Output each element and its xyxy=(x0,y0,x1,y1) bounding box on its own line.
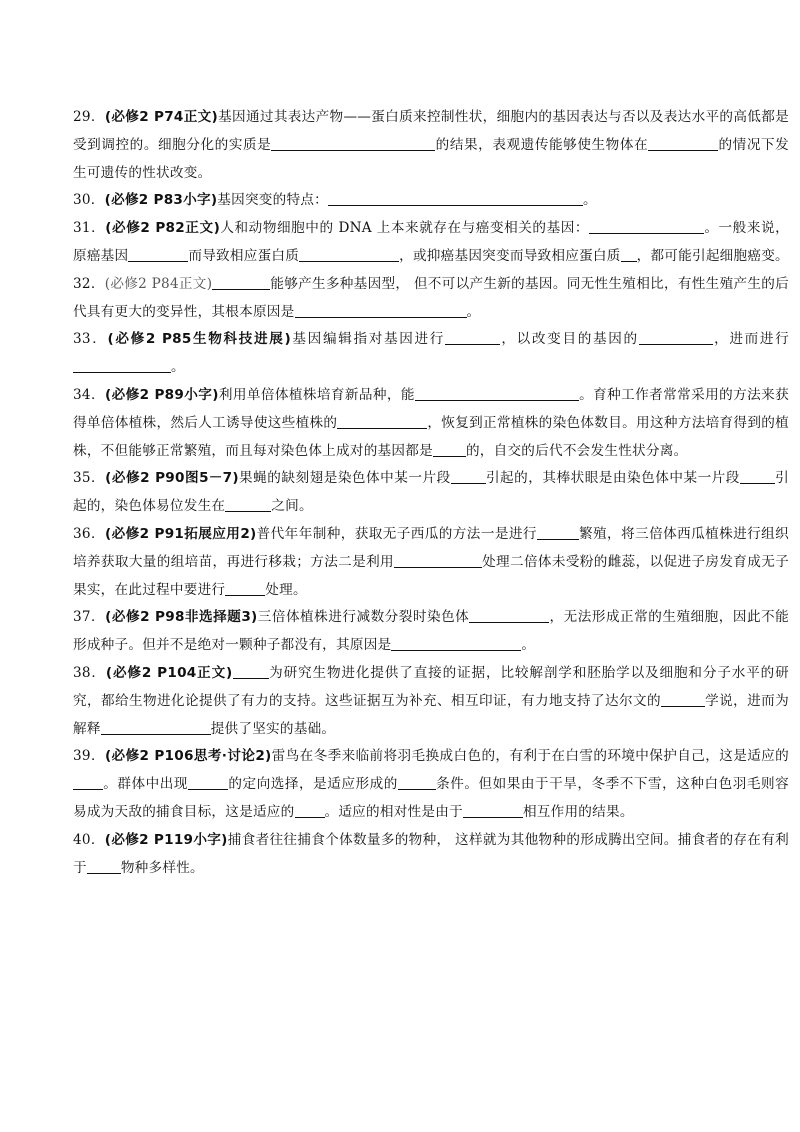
answer-blank[interactable] xyxy=(589,219,704,234)
question-number: 31． xyxy=(73,220,106,237)
textbook-reference: (必修2 P91拓展应用2) xyxy=(104,525,257,542)
question-text: 果蝇的缺刻翅是染色体中某一片段 xyxy=(238,470,451,487)
question-text: 基因突变的特点： xyxy=(217,192,329,209)
question-text: 雷鸟在冬季来临前将羽毛换成白色的，有利于在白雪的环境中保护自己，这是适应的 xyxy=(271,748,790,765)
question-text: 条件。但如果由于干旱，冬季不下雪，这种白色羽毛则容易成为天敌的捕食目标，这是适应的 xyxy=(73,776,790,820)
question-text: 的，自交的后代不会发生性状分离。 xyxy=(465,442,688,459)
textbook-reference: (必修2 P83小字) xyxy=(104,192,218,209)
textbook-reference: (必修2 P85生物科技进展) xyxy=(107,331,292,348)
question-text: 引起的，染色体易位发生在 xyxy=(73,470,789,515)
question-38 xyxy=(73,660,789,743)
textbook-reference: (必修2 P106思考·讨论2) xyxy=(104,748,272,765)
question-text: 处理。 xyxy=(265,581,307,598)
question-text: 的定向选择，是适应形成的 xyxy=(228,776,398,793)
question-number: 30． xyxy=(73,192,105,209)
answer-blank[interactable] xyxy=(233,664,269,679)
question-text: 引起的，其棒状眼是由染色体中某一片段 xyxy=(485,470,740,487)
question-number: 34． xyxy=(73,386,105,403)
question-text: 学说，进而为解释 xyxy=(73,692,789,737)
textbook-reference: (必修2 P98非选择题3) xyxy=(105,609,258,626)
question-text: ，或抑癌基因突变而导致相应蛋白质 xyxy=(399,247,621,264)
answer-blank[interactable] xyxy=(295,303,467,318)
question-text: 。育种工作者常常采用的方法来获得单倍体植株，然后人工诱导使这些植株的 xyxy=(73,386,789,431)
answer-blank[interactable] xyxy=(87,859,121,874)
question-text: 。 xyxy=(171,359,185,376)
answer-blank[interactable] xyxy=(299,247,399,262)
question-34 xyxy=(73,382,789,465)
question-text: 之间。 xyxy=(271,498,313,515)
textbook-reference: (必修2 P89小字) xyxy=(104,386,219,403)
question-text: 的情况下发生可遗传的性状改变。 xyxy=(73,136,790,181)
question-text: 处理二倍体未受粉的雌蕊，以促进子房发育成无子果实，在此过程中要进行 xyxy=(73,553,790,598)
question-text: 能够产生多种基因型， 但不可以产生新的基因。同无性生殖相比，有性生殖产生的后代具有更大的变异性，其根本原因是 xyxy=(73,275,789,320)
question-text: 人和动物细胞中的 DNA 上本来就存在与癌变相关的基因： xyxy=(220,220,590,237)
answer-blank[interactable] xyxy=(639,330,713,345)
question-number: 40． xyxy=(73,831,105,848)
question-32 xyxy=(73,271,789,327)
question-text: 提供了坚实的基础。 xyxy=(210,720,336,737)
answer-blank[interactable] xyxy=(188,775,228,790)
answer-blank[interactable] xyxy=(225,581,265,596)
question-35 xyxy=(73,465,789,521)
question-text: 。 xyxy=(521,637,536,654)
answer-blank[interactable] xyxy=(337,414,427,429)
answer-blank[interactable] xyxy=(328,191,583,206)
textbook-reference: (必修2 P90图5－7) xyxy=(105,470,239,487)
answer-blank[interactable] xyxy=(128,247,188,262)
question-39 xyxy=(73,743,789,826)
answer-blank[interactable] xyxy=(391,636,521,651)
question-text: 捕食者往往捕食个体数量多的物种， 这样就为其他物种的形成腾出空间。捕食者的存在有利于 xyxy=(73,831,789,876)
textbook-reference: (必修2 P82正文) xyxy=(105,220,221,237)
answer-blank[interactable] xyxy=(212,275,270,290)
question-29 xyxy=(73,104,789,187)
question-number: 38． xyxy=(73,664,106,681)
question-40 xyxy=(73,827,789,883)
question-number: 36． xyxy=(73,525,105,542)
answer-blank[interactable] xyxy=(225,497,271,512)
answer-blank[interactable] xyxy=(661,692,705,707)
question-text: 的结果，表观遗传能够使生物体在 xyxy=(435,136,649,153)
question-text: 。 xyxy=(466,303,481,320)
question-31 xyxy=(73,215,789,271)
answer-blank[interactable] xyxy=(394,553,482,568)
answer-blank[interactable] xyxy=(73,775,103,790)
answer-blank[interactable] xyxy=(415,386,579,401)
question-number: 35． xyxy=(73,470,106,487)
answer-blank[interactable] xyxy=(469,608,549,623)
question-text: 为研究生物进化提供了直接的证据，比较解剖学和胚胎学以及细胞和分子水平的研究，都给生物进化论提供了有力的支持。这些证据互为补充、相互印证，有力地支持了达尔文的 xyxy=(73,664,789,709)
question-number: 32． xyxy=(73,275,105,292)
question-text: ，进而进行 xyxy=(712,331,790,348)
answer-blank[interactable] xyxy=(73,358,171,373)
question-37 xyxy=(73,604,789,660)
textbook-reference: (必修2 P104正文) xyxy=(105,664,233,681)
answer-blank[interactable] xyxy=(463,803,523,818)
question-number: 33． xyxy=(73,331,108,348)
question-text: 。群体中出现 xyxy=(103,776,189,793)
answer-blank[interactable] xyxy=(101,720,211,735)
question-number: 39． xyxy=(73,748,105,765)
question-text: 基因通过其表达产物——蛋白质来控制性状，细胞内的基因表达与否以及表达水平的高低都是受到调控的。细胞分化的实质是 xyxy=(73,109,789,153)
question-text: 物种多样性。 xyxy=(120,859,204,876)
question-text: ，无法形成正常的生殖细胞，因此不能形成种子。但并不是绝对一颗种子都没有，其原因是 xyxy=(73,609,789,654)
question-30 xyxy=(73,187,789,215)
textbook-reference: (必修2 P84正文) xyxy=(104,275,213,292)
question-33 xyxy=(73,326,789,382)
answer-blank[interactable] xyxy=(451,469,486,484)
answer-blank[interactable] xyxy=(295,803,325,818)
question-text: 。适应的相对性是由于 xyxy=(324,803,463,820)
answer-blank[interactable] xyxy=(621,247,637,262)
question-text: 利用单倍体植株培育新品种，能 xyxy=(218,386,415,403)
question-text: 而导致相应蛋白质 xyxy=(188,247,300,264)
question-text: 三倍体植株进行减数分裂时染色体 xyxy=(257,609,470,626)
textbook-reference: (必修2 P74正文) xyxy=(104,109,219,125)
answer-blank[interactable] xyxy=(271,136,435,151)
answer-blank[interactable] xyxy=(398,775,436,790)
answer-blank[interactable] xyxy=(445,330,500,345)
answer-blank[interactable] xyxy=(740,469,775,484)
question-text: 相互作用的结果。 xyxy=(522,803,634,820)
question-text: 基因编辑指对基因进行 xyxy=(291,331,445,348)
textbook-reference: (必修2 P119小字) xyxy=(104,831,228,848)
question-text: ，恢复到正常植株的染色体数目。用这种方法培育得到的植株，不但能够正常繁殖，而且每对染色体上成对的基因都是 xyxy=(73,414,789,459)
question-number: 29． xyxy=(73,109,105,125)
answer-blank[interactable] xyxy=(648,136,718,151)
answer-blank[interactable] xyxy=(433,442,466,457)
question-text: ，都可能引起细胞癌变。 xyxy=(636,247,789,264)
answer-blank[interactable] xyxy=(537,525,579,540)
question-text: 。 xyxy=(583,192,597,209)
question-list xyxy=(73,104,789,882)
question-number: 37． xyxy=(73,609,106,626)
question-text: 繁殖，将三倍体西瓜植株进行组织培养获取大量的组培苗，再进行移栽；方法二是利用 xyxy=(73,525,789,570)
question-text: 。一般来说，原癌基因 xyxy=(73,220,789,264)
question-text: ，以改变目的基因的 xyxy=(500,331,639,348)
question-36 xyxy=(73,521,789,604)
question-text: 普代年年制种，获取无子西瓜的方法一是进行 xyxy=(256,525,537,542)
